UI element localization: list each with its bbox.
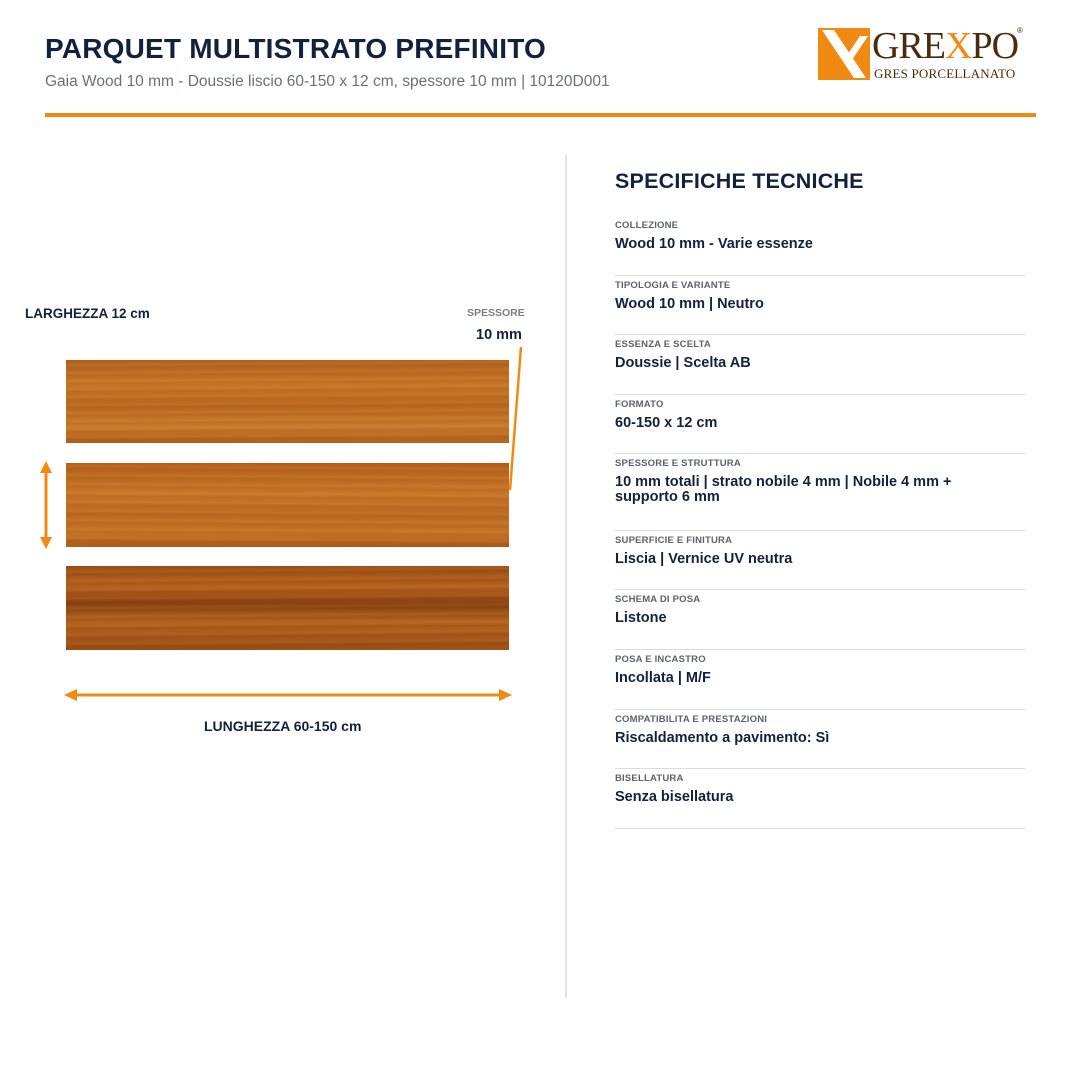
spec-value: Liscia | Vernice UV neutra: [615, 551, 793, 567]
specs-title: SPECIFICHE TECNICHE: [615, 169, 864, 193]
spec-row: [615, 399, 1025, 454]
spec-value: 60-150 x 12 cm: [615, 415, 718, 431]
width-label: LARGHEZZA 12 cm: [25, 306, 150, 321]
page-title: PARQUET MULTISTRATO PREFINITO: [45, 33, 546, 64]
thickness-leader-icon: [510, 347, 521, 490]
spec-label: BISELLATURA: [615, 773, 684, 784]
spec-value: Incollata | M/F: [615, 670, 711, 686]
page-subtitle: Gaia Wood 10 mm - Doussie liscio 60-150 x 12 cm, spessore 10 mm | 10120D001: [45, 73, 610, 90]
spec-label: ESSENZA E SCELTA: [615, 339, 711, 350]
spec-label: POSA E INCASTRO: [615, 654, 706, 665]
spec-row: [615, 535, 1025, 590]
header-rule: [45, 113, 1036, 117]
column-divider: [565, 155, 567, 998]
length-arrow-icon: [64, 689, 512, 701]
spec-row: [615, 594, 1025, 650]
wood-plank: [66, 360, 509, 443]
spec-row: [615, 280, 1025, 335]
spec-label: COLLEZIONE: [615, 220, 679, 231]
spec-label: FORMATO: [615, 399, 664, 410]
spec-label: SUPERFICIE E FINITURA: [615, 535, 733, 546]
spec-row: [615, 773, 1025, 829]
spec-row: [615, 458, 1025, 531]
spec-row: [615, 339, 1025, 395]
brand-logo: [818, 24, 1028, 84]
spec-row: [615, 220, 1025, 276]
spec-value: Wood 10 mm | Neutro: [615, 296, 764, 312]
thickness-caption: SPESSORE: [467, 307, 525, 319]
spec-label: SCHEMA DI POSA: [615, 594, 701, 605]
logo-x-mark-icon: [818, 28, 870, 80]
spec-row: [615, 654, 1025, 710]
spec-label: COMPATIBILITA E PRESTAZIONI: [615, 714, 768, 725]
spec-value: Listone: [615, 610, 667, 626]
logo-registered-mark: ®: [1017, 26, 1023, 35]
logo-tagline: GRES PORCELLANATO: [874, 66, 1016, 81]
spec-value: Wood 10 mm - Varie essenze: [615, 236, 813, 252]
length-label: LUNGHEZZA 60-150 cm: [204, 718, 362, 734]
spec-label: SPESSORE E STRUTTURA: [615, 458, 741, 469]
wood-plank: [66, 566, 509, 650]
spec-value: Senza bisellatura: [615, 789, 734, 805]
spec-value: Doussie | Scelta AB: [615, 355, 751, 371]
spec-row: [615, 714, 1025, 769]
logo-wordmark: GREXPO: [872, 25, 1019, 67]
spec-value: Riscaldamento a pavimento: Sì: [615, 730, 830, 746]
spec-value: 10 mm totali | strato nobile 4 mm | Nobile 4 mm + supporto 6 mm: [615, 474, 952, 505]
spec-label: TIPOLOGIA E VARIANTE: [615, 280, 731, 291]
thickness-value: 10 mm: [476, 327, 522, 343]
wood-plank: [66, 463, 509, 547]
width-arrow-icon: [40, 461, 52, 549]
